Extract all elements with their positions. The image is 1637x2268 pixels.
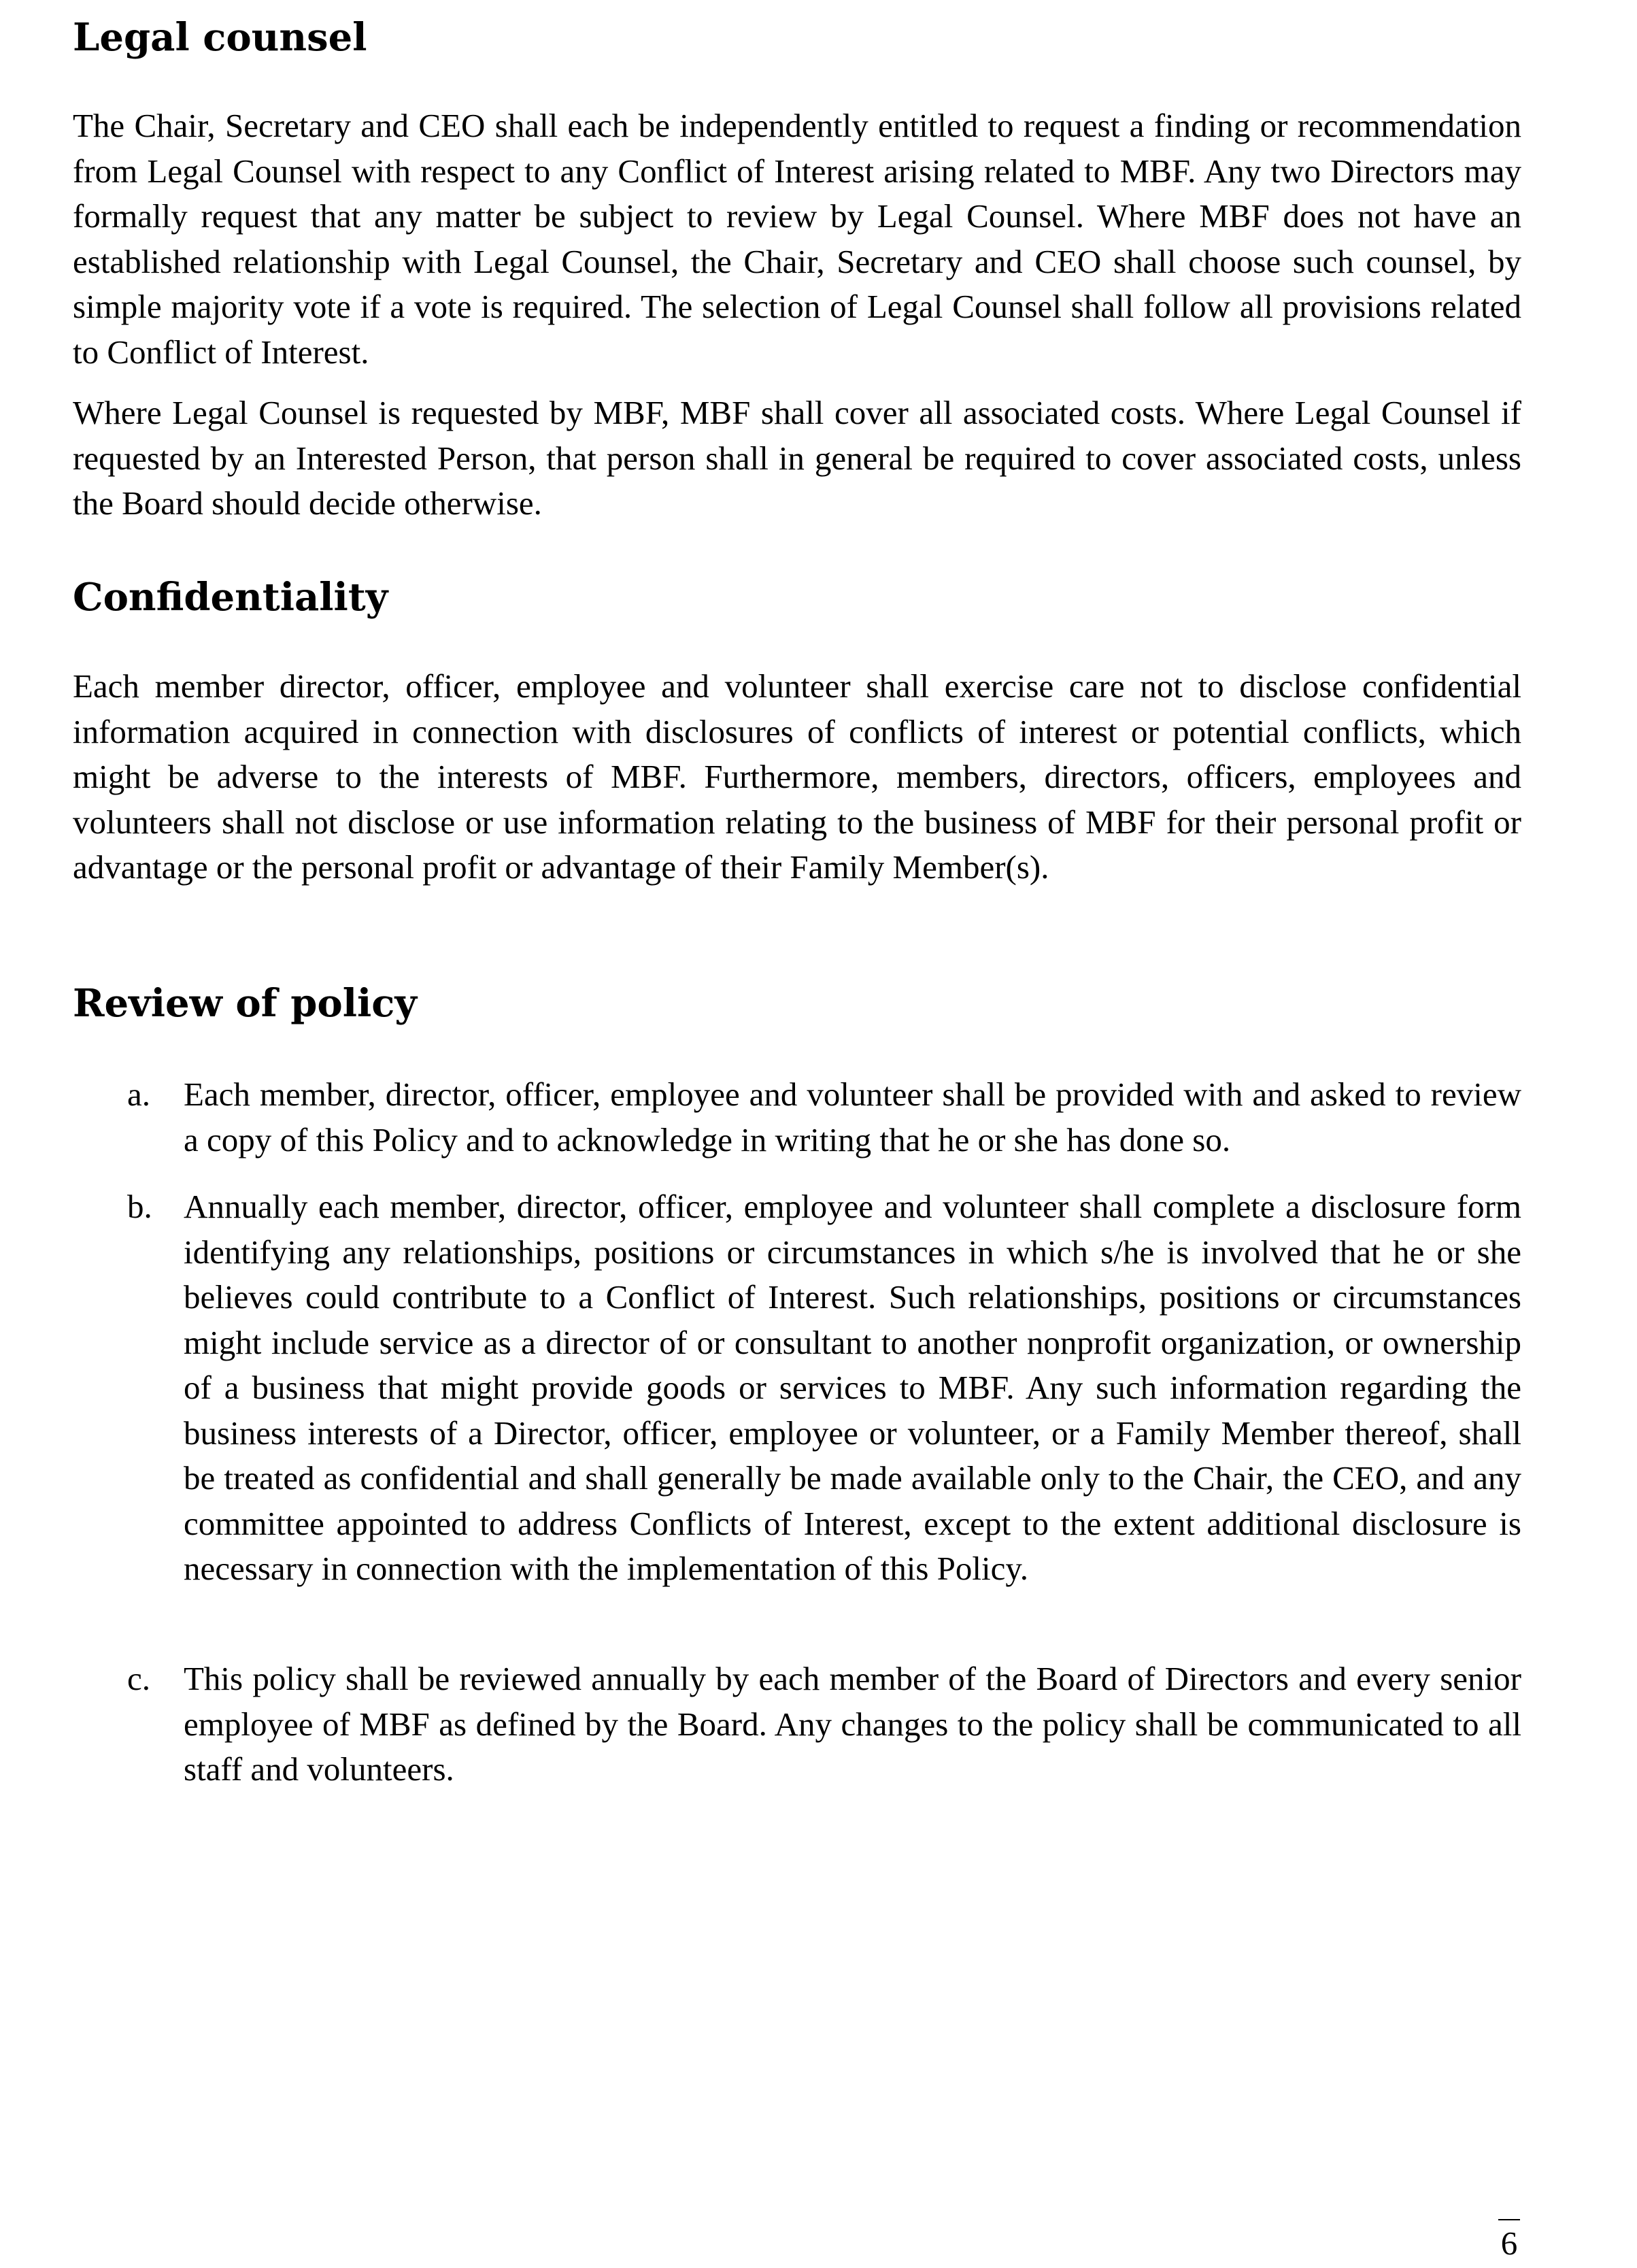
section-heading-review-of-policy: Review of policy: [73, 981, 417, 1026]
page-footer: [1494, 2219, 1524, 2263]
list-marker: b.: [127, 1188, 152, 1225]
legal-counsel-paragraph-2: Where Legal Counsel is requested by MBF, MBF shall cover all associated costs. Where Legal Counsel if requested by an Interested Person, that person shall in general be required to cover associated costs, unless the Board should decide otherwise.: [73, 394, 1521, 522]
page-number: 6: [1500, 2224, 1518, 2262]
list-item-text: Each member, director, officer, employee and volunteer shall be provided with and asked to review a copy of this Policy and to acknowledge in writing that he or she has done so.: [184, 1075, 1521, 1158]
list-item-text: This policy shall be reviewed annually by each member of the Board of Directors and every senior employee of MBF as defined by the Board. Any changes to the policy shall be communicated to all staff and volunteers.: [184, 1660, 1521, 1788]
list-marker: a.: [127, 1075, 150, 1113]
section-heading-confidentiality: Confidentiality: [73, 575, 388, 620]
section-heading-legal-counsel: Legal counsel: [73, 15, 367, 60]
confidentiality-paragraph: Each member director, officer, employee and volunteer shall exercise care not to disclose confidential information acquired in connection with disclosures of conflicts of interest or potential conflicts, which might be adverse to the interests of MBF. Furthermore, members, directors, officers, employees and volunteers shall not disclose or use information relating to the business of MBF for their personal profit or advantage or the personal profit or advantage of their Family Member(s).: [73, 667, 1521, 886]
legal-counsel-paragraph-1: The Chair, Secretary and CEO shall each be independently entitled to request a finding or recommendation from Legal Counsel with respect to any Conflict of Interest arising related to MBF. Any two Directors may formally request that any matter be subject to review by Legal Counsel. Where MBF does not have an established relationship with Legal Counsel, the Chair, Secretary and CEO shall choose such counsel, by simple majority vote if a vote is required. The selection of Legal Counsel shall follow all provisions related to Conflict of Interest.: [73, 107, 1521, 371]
page-number-rule: [1498, 2219, 1520, 2220]
list-marker: c.: [127, 1660, 150, 1697]
list-item-text: Annually each member, director, officer, employee and volunteer shall complete a disclosure form identifying any relationships, positions or circumstances in which s/he is involved that he or she believes could contribute to a Conflict of Interest. Such relationships, positions or circumstances might include service as a director of or consultant to another nonprofit organization, or ownership of a business that might provide goods or services to MBF. Any such information regarding the business interests of a Director, officer, employee or volunteer, or a Family Member thereof, shall be treated as confidential and shall generally be made available only to the Chair, the CEO, and any committee appointed to address Conflicts of Interest, except to the extent additional disclosure is necessary in connection with the implementation of this Policy.: [184, 1188, 1521, 1587]
